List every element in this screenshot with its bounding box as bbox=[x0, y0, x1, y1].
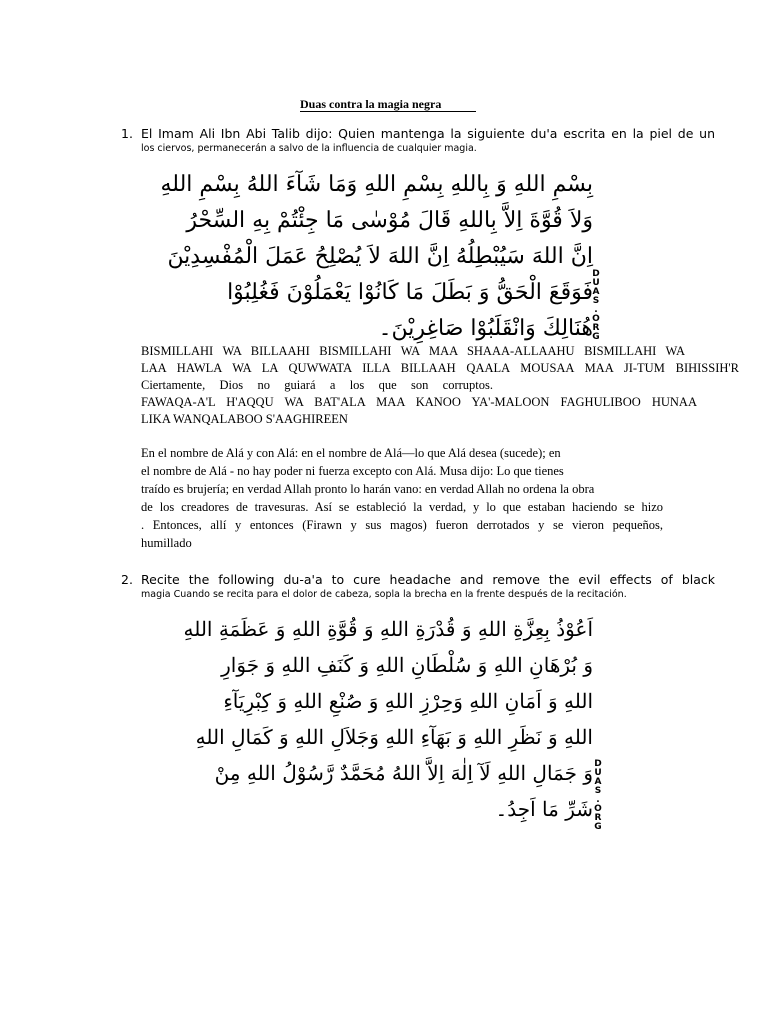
translation-line: . Entonces, allí y entonces (Firawn y sus magos) fueron derrotados y se vieron pequeños, bbox=[141, 518, 663, 532]
item-2-lead: Recite the following du-a'a to cure headache and remove the evil effects of black bbox=[141, 572, 715, 587]
arabic-line: فَوَقَعَ الْحَقُّ وَ بَطَلَ مَا كَانُوْا يَعْمَلُوْنَ فَغُلِبُوْا bbox=[227, 280, 593, 305]
arabic-line: وَ بُرْهَانِ اللهِ وَ سُلْطَانِ اللهِ وَ كَنَفِ اللهِ وَ جَوَارِ bbox=[221, 653, 593, 677]
translation-line: de los creadores de travesuras. Así se estableció la verdad, y lo que estaban haciendo se hizo bbox=[141, 500, 663, 514]
watermark-org-bottom: . O R G bbox=[592, 305, 600, 342]
item-2-subline: magia Cuando se recita para el dolor de cabeza, sopla la brecha en la frente después de la recitación. bbox=[141, 589, 627, 600]
arabic-line: وَ جَمَالِ اللهِ لَآ اِلٰهَ اِلاَّ اللهُ مُحَمَّدٌ رَّسُوْلُ اللهِ مِنْ bbox=[214, 761, 593, 785]
translit-line: BISMILLAHI WA BILLAAHI BISMILLAHI WA MAA SHAAA-ALLAAHU BISMILLAHI WA bbox=[141, 344, 685, 358]
translation-line: En el nombre de Alá y con Alá: en el nombre de Alá—lo que Alá desea (sucede); en bbox=[141, 446, 561, 460]
arabic-line: اِنَّ اللهَ سَيُبْطِلُهُ اِنَّ اللهَ لاَ يُصْلِحُ عَمَلَ الْمُفْسِدِيْنَ bbox=[167, 244, 593, 269]
item-2-arabic-dua bbox=[183, 612, 593, 826]
translit-line: FAWAQA-A'L H'AQQU WA BAT'ALA MAA KANOO YA'-MALOON FAGHULIBOO HUNAA bbox=[141, 395, 697, 409]
arabic-line: وَلاَ قُوَّةَ اِلاَّ بِاللهِ قَالَ مُوْسٰى مَا جِئْتُمْ بِهِ السِّحْرُ bbox=[186, 208, 593, 233]
arabic-line: هُنَالِكَ وَانْقَلَبُوْا صَاغِرِيْنَ۔ bbox=[378, 316, 593, 341]
item-1-subline: los ciervos, permanecerán a salvo de la influencia de cualquier magia. bbox=[141, 143, 477, 154]
translation-line: humillado bbox=[141, 536, 192, 550]
translit-line: LAA HAWLA WA LA QUWWATA ILLA BILLAAH QAALA MOUSAA MAA JI-TUM BIHISSIH'R bbox=[141, 361, 739, 375]
watermark-org-bottom: . O R G bbox=[594, 795, 602, 832]
item-1-arabic-dua bbox=[160, 168, 593, 346]
document-title: Duas contra la magia negra bbox=[300, 97, 442, 111]
translit-line: Ciertamente, Dios no guiará a los que son corruptos. bbox=[141, 378, 493, 392]
translation-line: traído es brujería; en verdad Allah pronto lo harán vano: en verdad Allah no ordena la obra bbox=[141, 482, 595, 496]
arabic-line: اللهِ وَ نَظَرِ اللهِ وَ بَهَآءِ اللهِ وَجَلاَلِ اللهِ وَ كَمَالِ اللهِ bbox=[195, 725, 593, 749]
watermark-duas-top: D U A S bbox=[594, 759, 602, 796]
arabic-line: شَرِّ مَا اَجِدُ۔ bbox=[495, 797, 593, 821]
item-1-translation bbox=[141, 444, 665, 552]
arabic-line: اَعُوْذُ بِعِزَّةِ اللهِ وَ قُدْرَةِ اللهِ وَ قُوَّةِ اللهِ وَ عَظَمَةِ اللهِ bbox=[183, 617, 593, 641]
item-2-number: 2. bbox=[121, 572, 133, 587]
title-underline bbox=[300, 111, 476, 112]
item-1-lead: El Imam Ali Ibn Abi Talib dijo: Quien mantenga la siguiente du'a escrita en la piel de un bbox=[141, 126, 715, 141]
arabic-line: اللهِ وَ اَمَانِ اللهِ وَحِرْزِ اللهِ وَ صُنْعِ اللهِ وَ كِبْرِيَآءِ bbox=[223, 689, 593, 713]
translit-line: LIKA WANQALABOO S'AAGHIREEN bbox=[141, 412, 348, 426]
item-1-transliteration bbox=[141, 343, 739, 428]
item-1-number: 1. bbox=[121, 126, 133, 141]
watermark-duas-top: D U A S bbox=[592, 269, 600, 306]
arabic-line: بِسْمِ اللهِ وَ بِاللهِ بِسْمِ اللهِ وَمَا شَآءَ اللهُ بِسْمِ اللهِ bbox=[160, 172, 593, 197]
translation-line: el nombre de Alá - no hay poder ni fuerza excepto con Alá. Musa dijo: Lo que tienes bbox=[141, 464, 564, 478]
